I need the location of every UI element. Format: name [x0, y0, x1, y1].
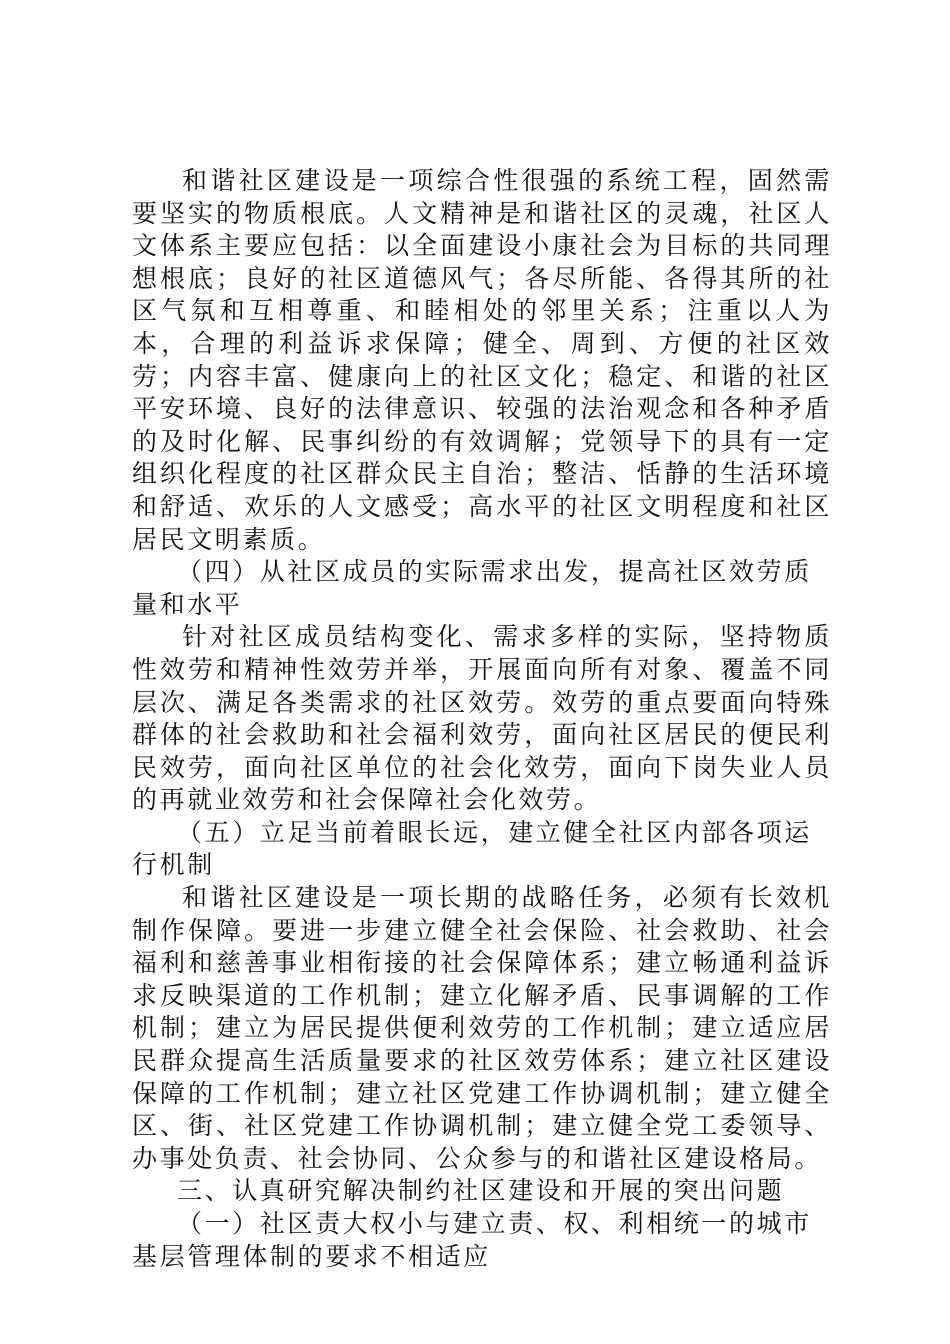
section-heading-three: 三、认真研究解决制约社区建设和开展的突出问题 — [177, 1176, 785, 1206]
section-heading-five: （五）立足当前着眼长远，建立健全社区内部各项运行机制 — [132, 817, 812, 880]
paragraph-mechanisms: 和谐社区建设是一项长期的战略任务，必须有长效机制作保障。要进一步建立健全社会保险、社会救助、社会福利和慈善事业相衔接的社会保障体系；建立畅通利益诉求反映渠道的工作机制；建立化解矛盾、民事调解的工作机制；建立为居民提供便利效劳的工作机制；建立适应居民群众提高生活质量要求的社区效劳体系；建立社区建设保障的工作机制；建立社区党建工作协调机制；建立健全区、街、社区党建工作协调机制；建立健全党工委领导、办事处负责、社会协同、公众参与的和谐社区建设格局。 — [132, 883, 832, 1173]
section-heading-four: （四）从社区成员的实际需求出发，提高社区效劳质量和水平 — [132, 557, 812, 619]
paragraph-humanistic-spirit: 和谐社区建设是一项综合性很强的系统工程，固然需要坚实的物质根底。人文精神是和谐社区的灵魂，社区人文体系主要应包括：以全面建设小康社会为目标的共同理想根底；良好的社区道德风气；各尽所能、各得其所的社区气氛和互相尊重、和睦相处的邻里关系；注重以人为本，合理的利益诉求保障；健全、周到、方便的社区效劳；内容丰富、健康向上的社区文化；稳定、和谐的社区平安环境、良好的法律意识、较强的法治观念和各种矛盾的及时化解、民事纠纷的有效调解；党领导下的具有一定组织化程度的社区群众民主自治；整洁、恬静的生活环境和舒适、欢乐的人文感受；高水平的社区文明程度和社区居民文明素质。 — [132, 166, 832, 554]
paragraph-community-service: 针对社区成员结构变化、需求多样的实际，坚持物质性效劳和精神性效劳并举，开展面向所有对象、覆盖不同层次、满足各类需求的社区效劳。效劳的重点要面向特殊群体的社会救助和社会福利效劳，面向社区居民的便民利民效劳，面向社区单位的社会化效劳，面向下岗失业人员的再就业效劳和社会保障社会化效劳。 — [132, 622, 832, 815]
section-heading-one: （一）社区责大权小与建立责、权、利相统一的城市基层管理体制的要求不相适应 — [132, 1209, 812, 1271]
document-body — [132, 165, 832, 1273]
